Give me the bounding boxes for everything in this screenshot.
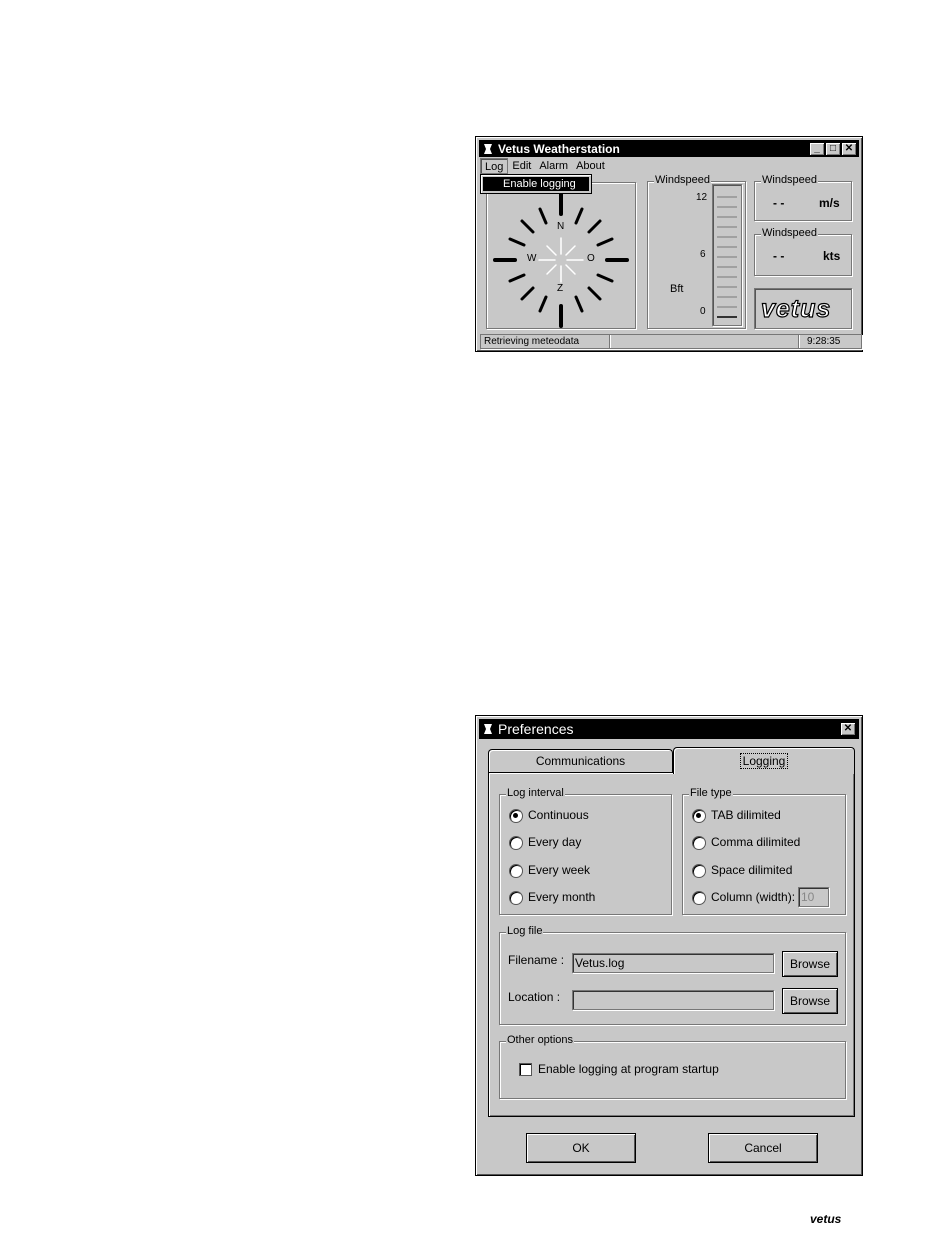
ms-value: - -	[773, 196, 785, 210]
kts-unit: kts	[823, 249, 841, 263]
ok-button[interactable]: OK	[526, 1133, 636, 1163]
log-file-label: Log file	[507, 925, 543, 937]
tab-logging-label: Logging	[740, 753, 789, 769]
location-label: Location :	[508, 990, 561, 1004]
compass-panel	[486, 182, 636, 329]
compass-rose	[487, 183, 635, 328]
cancel-button[interactable]: Cancel	[708, 1133, 818, 1163]
bft-unit: Bft	[670, 283, 684, 295]
menu-about[interactable]: About	[576, 160, 605, 172]
tab-communications[interactable]	[488, 749, 673, 772]
radio-selected-dot	[513, 813, 518, 818]
ms-label: Windspeed	[762, 174, 818, 186]
file-type-group	[682, 787, 846, 915]
bft-tick-6: 6	[700, 249, 706, 260]
weatherstation-titlebar[interactable]	[479, 140, 859, 157]
log-file-group	[499, 925, 846, 1025]
menu-log[interactable]: Log	[480, 158, 508, 174]
vetus-logo-panel	[754, 288, 852, 329]
radio-every-month[interactable]	[509, 891, 523, 905]
window-title: Vetus Weatherstation	[498, 141, 620, 156]
log-dropdown	[480, 174, 592, 194]
compass-east: O	[587, 253, 595, 264]
option-every-day: Every day	[528, 835, 582, 849]
file-type-label: File type	[690, 787, 732, 799]
filename-label: Filename :	[508, 953, 565, 967]
kts-label: Windspeed	[762, 227, 818, 239]
bft-panel	[647, 174, 746, 329]
menu-alarm[interactable]: Alarm	[539, 160, 569, 172]
other-options-label: Other options	[507, 1034, 574, 1046]
preferences-titlebar[interactable]	[479, 719, 859, 739]
close-button[interactable]: ✕	[840, 722, 856, 736]
option-comma-delimited: Comma dilimited	[711, 835, 801, 849]
kts-value: - -	[773, 249, 785, 263]
tab-logging[interactable]	[673, 747, 855, 774]
option-continuous: Continuous	[528, 808, 589, 822]
close-button[interactable]: ✕	[841, 142, 857, 156]
startup-logging-label: Enable logging at program startup	[538, 1062, 719, 1076]
footer-vetus-logo: vetus	[810, 1212, 842, 1226]
dialog-title: Preferences	[498, 721, 574, 737]
option-every-week: Every week	[528, 863, 591, 877]
radio-selected-dot	[696, 813, 701, 818]
status-time: 9:28:35	[798, 334, 862, 349]
option-space-delimited: Space dilimited	[711, 863, 793, 877]
radio-continuous[interactable]	[509, 809, 523, 823]
compass-north: N	[557, 221, 565, 232]
bft-bar	[712, 184, 742, 326]
log-interval-label: Log interval	[507, 787, 564, 799]
app-icon	[481, 142, 495, 156]
other-options-group	[499, 1034, 846, 1099]
radio-every-day[interactable]	[509, 836, 523, 850]
bft-scale	[713, 185, 741, 325]
app-icon	[481, 722, 495, 736]
option-column-width: Column (width):	[711, 890, 796, 904]
ms-panel	[754, 174, 852, 221]
filename-input[interactable]: Vetus.log	[572, 953, 774, 973]
radio-every-week[interactable]	[509, 864, 523, 878]
vetus-logo: vetus	[761, 295, 832, 323]
log-interval-group	[499, 787, 672, 915]
minimize-button[interactable]: _	[809, 142, 825, 156]
browse-filename-button[interactable]: Browse	[782, 951, 838, 977]
browse-location-button[interactable]: Browse	[782, 988, 838, 1014]
menu-enable-logging[interactable]: Enable logging	[483, 177, 589, 191]
maximize-button[interactable]: □	[825, 142, 841, 156]
option-every-month: Every month	[528, 890, 596, 904]
status-message: Retrieving meteodata	[480, 334, 610, 349]
menu-edit[interactable]: Edit	[512, 160, 532, 172]
radio-comma-delimited[interactable]	[692, 836, 706, 850]
option-tab-delimited: TAB dilimited	[711, 808, 781, 822]
kts-panel	[754, 227, 852, 276]
radio-column-width[interactable]	[692, 891, 706, 905]
startup-logging-checkbox[interactable]	[519, 1063, 532, 1076]
weatherstation-window	[475, 136, 863, 352]
radio-space-delimited[interactable]	[692, 864, 706, 878]
ms-unit: m/s	[819, 196, 840, 210]
bft-tick-12: 12	[696, 192, 708, 203]
bft-tick-0: 0	[700, 306, 706, 317]
tab-page	[488, 772, 855, 1117]
compass-west: W	[527, 253, 537, 264]
radio-tab-delimited[interactable]	[692, 809, 706, 823]
menubar	[480, 158, 609, 174]
bft-label: Windspeed	[655, 174, 711, 186]
preferences-dialog	[475, 715, 863, 1176]
status-middle	[609, 334, 799, 349]
compass-south: Z	[557, 283, 564, 294]
column-width-input[interactable]: 10	[798, 887, 829, 907]
location-input[interactable]	[572, 990, 774, 1010]
tab-communications-label: Communications	[535, 754, 626, 768]
